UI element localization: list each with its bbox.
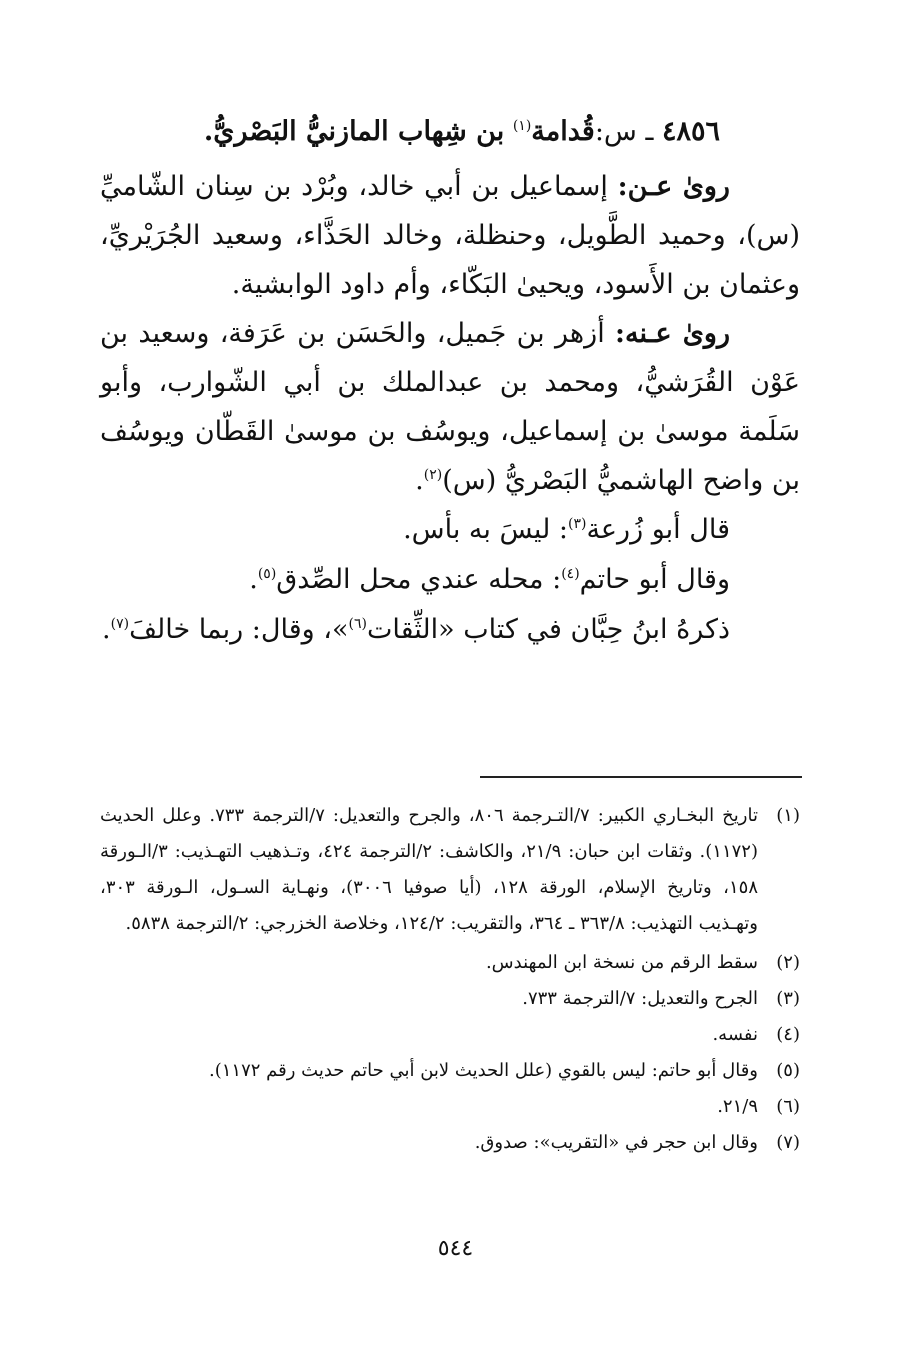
entry-number: ٤٨٥٦ bbox=[661, 116, 720, 147]
footnote-text: الجرح والتعديل: ٧/الترجمة ٧٣٣. bbox=[522, 988, 758, 1009]
footnote-text: تاريخ البخـاري الكبير: ٧/التـرجمة ٨٠٦، والجرح والتعديل: ٧/الترجمة ٧٣٣. وعلل الحديث (١١٧٢). وثقات ابن حبان: ٢١/٩، والكاشف: ٢/الترجمة ٤٢٤، وتـذهيب التهـذيب: ٣/الـورقة ١٥٨، وتاريخ الإسلام، الورقة ١٢٨، (أيا صوفيا ٣٠٠٦)، ونهـاية السـول، الـورقة ٣٠٣، وتهـذيب التهذيب: ٣٦٣/٨ ـ ٣٦٤، والتقريب: ١٢٤/٢، وخلاصة الخزرجي: ٢/الترجمة ٥٨٣٨. bbox=[100, 805, 758, 934]
footnote-item bbox=[100, 1089, 800, 1125]
narrated-by-text: أزهر بن جَميل، والحَسَن بن عَرَفة، وسعيد بن عَوْن القُرَشيُّ، ومحمد بن عبدالملك بن أبي الشّوارب، وأبو سَلَمة موسىٰ بن إسماعيل، ويوسُف بن موسىٰ القَطّان ويوسُف بن واضح الهاشميُّ البَصْريُّ (س) bbox=[100, 318, 800, 496]
footnote-ref-7[interactable]: (٧) bbox=[110, 616, 130, 632]
quote-line bbox=[100, 555, 800, 605]
footnote-item bbox=[100, 981, 800, 1017]
entry-heading bbox=[100, 110, 800, 154]
footnote-number: (٧) bbox=[776, 1132, 800, 1153]
footnote-item bbox=[100, 798, 800, 942]
footnote-number: (٤) bbox=[776, 1024, 800, 1045]
footnote-number: (٣) bbox=[776, 988, 800, 1009]
quote-text: : محله عندي محل الصِّدق bbox=[276, 564, 562, 595]
footnote-separator bbox=[480, 776, 802, 778]
entry-prefix: ـ س: bbox=[594, 116, 654, 147]
entry-name-first: قُدامة bbox=[531, 116, 595, 147]
footnote-item bbox=[100, 1017, 800, 1053]
quote-text: »، وقال: ربما خالفَ bbox=[129, 614, 349, 645]
footnote-number: (١) bbox=[776, 805, 800, 826]
footnote-ref-5[interactable]: (٥) bbox=[257, 566, 277, 582]
footnote-text: وقال أبو حاتم: ليس بالقوي (علل الحديث لابن أبي حاتم حديث رقم ١١٧٢). bbox=[209, 1060, 758, 1081]
quote-text: . bbox=[102, 614, 111, 645]
footnote-item bbox=[100, 1053, 800, 1089]
narrated-from-text: إسماعيل بن أبي خالد، وبُرْد بن سِنان الشّاميِّ (س)، وحميد الطَّويل، وحنظلة، وخالد الحَذَّاء، وسعيد الجُرَيْريِّ، وعثمان بن الأَسود، ويحيىٰ البَكّاء، وأم داود الوابشية. bbox=[100, 171, 800, 300]
footnote-number: (٢) bbox=[776, 952, 800, 973]
quote-line bbox=[100, 605, 800, 655]
footnote-ref-4[interactable]: (٤) bbox=[561, 566, 580, 582]
narrated-by-end: . bbox=[415, 465, 424, 496]
quote-text: ذكرهُ ابنُ حِبَّان في كتاب «الثِّقات bbox=[366, 614, 730, 645]
narrated-from-paragraph bbox=[100, 162, 800, 309]
page-number: ٥٤٤ bbox=[437, 1236, 474, 1261]
footnotes bbox=[100, 798, 800, 1161]
footnote-number: (٥) bbox=[776, 1060, 800, 1081]
narrated-from-label: روىٰ عـن: bbox=[617, 171, 730, 202]
footnote-text: ٢١/٩. bbox=[717, 1096, 758, 1117]
footnote-ref-2[interactable]: (٢) bbox=[423, 467, 443, 483]
footnote-text: وقال ابن حجر في «التقريب»: صدوق. bbox=[474, 1132, 758, 1153]
footnote-text: سقط الرقم من نسخة ابن المهندس. bbox=[485, 952, 758, 973]
footnote-ref-1[interactable]: (١) bbox=[512, 118, 532, 134]
footnote-item bbox=[100, 945, 800, 981]
quote-text: وقال أبو حاتم bbox=[579, 564, 730, 595]
narrated-by-paragraph bbox=[100, 309, 800, 505]
narrated-by-label: روىٰ عـنه: bbox=[615, 318, 730, 349]
entry-name-rest: بن شِهاب المازنيُّ البَصْريُّ. bbox=[203, 116, 505, 147]
quote-text: قال أبو زُرعة bbox=[586, 514, 730, 545]
quote-line bbox=[100, 505, 800, 555]
quote-text: : ليسَ به بأس. bbox=[403, 514, 568, 545]
footnote-text: نفسه. bbox=[712, 1024, 758, 1045]
quote-text: . bbox=[249, 564, 258, 595]
biography-entry bbox=[100, 110, 800, 655]
footnote-item bbox=[100, 1125, 800, 1161]
footnote-number: (٦) bbox=[776, 1096, 800, 1117]
footnote-ref-6[interactable]: (٦) bbox=[348, 616, 367, 632]
footnote-ref-3[interactable]: (٣) bbox=[567, 516, 587, 532]
